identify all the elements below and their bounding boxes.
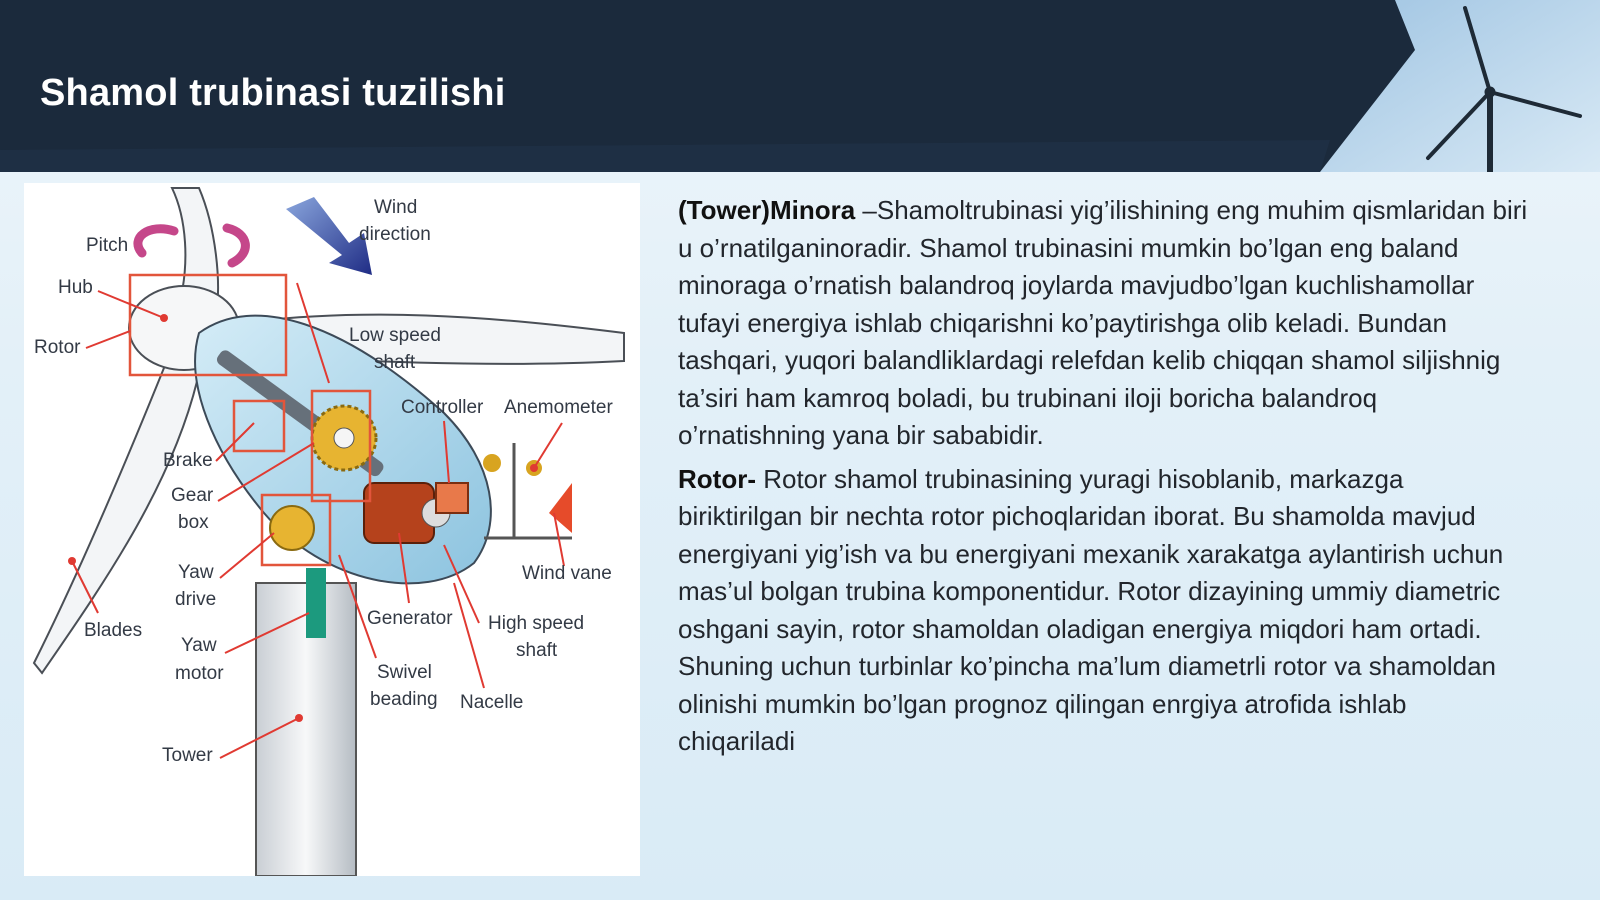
tower-paragraph: [678, 192, 1528, 455]
slide-title: Shamol trubinasi tuzilishi: [40, 72, 506, 114]
label-yaw-drive-1: Yaw: [178, 562, 214, 583]
label-nacelle: Nacelle: [460, 692, 524, 713]
label-yaw-motor-1: Yaw: [181, 635, 217, 656]
label-low-speed-shaft-1: Low speed: [349, 325, 441, 346]
rotor-paragraph: [678, 461, 1528, 761]
rotor-description: Rotor shamol trubinasining yuragi hisoblanib, markazga biriktirilgan bir nechta rotor pichoqlaridan iborat. Bu shamolda mavjud energiyani yig’ish va bu energiyani mexanik xarakatga aylantirish uchun mas’ul bolgan trubina komponentidur. Rotor dizayining ummiy diametric oshgani sayin, rotor shamoldan oladigan energiya miqdori ham ortadi. Shuning uchun turbinlar ko’pincha ma’lum diametrli rotor va shamoldan olinishi mumkin bo’lgan prognoz qilingan enrgiya atrofida ishlab chiqariladi: [678, 463, 1504, 756]
label-yaw-drive-2: drive: [175, 589, 217, 610]
label-wind-vane: Wind vane: [522, 563, 612, 584]
label-swivel-beading-1: Swivel: [377, 662, 432, 683]
label-gear-box-1: Gear: [171, 485, 214, 506]
turbine-illustration: [24, 183, 640, 876]
anemometer-shape: [483, 443, 572, 538]
wind-vane-shape: [549, 483, 572, 533]
tower-term: (Tower)Minora: [678, 195, 856, 225]
label-anemometer: Anemometer: [504, 397, 613, 418]
label-gear-box-2: box: [178, 512, 209, 533]
label-blades: Blades: [84, 620, 143, 641]
label-swivel-beading-2: beading: [370, 689, 438, 710]
label-hub: Hub: [58, 277, 93, 298]
label-high-speed-shaft-1: High speed: [488, 613, 585, 634]
gearbox-shape: [312, 406, 376, 470]
label-controller: Controller: [401, 397, 484, 418]
label-brake: Brake: [163, 450, 213, 471]
label-high-speed-shaft-2: shaft: [516, 640, 558, 661]
label-wind-direction-2: direction: [359, 224, 431, 245]
body-text: [678, 192, 1528, 767]
tower-description: –Shamoltrubinasi yig’ilishining eng muhim qismlaridan biri u o’rnatilganinoradir. Shamol trubinasini mumkin bo’lgan eng baland minoraga o’rnatish balandroq joylarda mavjudbo’lgan kuchlishamollar tufayi energiya ishlab chiqarishni ko’paytirishga olib keladi. Bundan tashqari, yuqori balandliklardagi relefdan kelib chiqqan shamol siljishnig ta’siri ham kamroq boladi, bu trubinani iloji boricha balandroq o’rnatishning yana bir sababidir.: [678, 195, 1528, 450]
label-pitch: Pitch: [86, 235, 129, 256]
label-wind-direction-1: Wind: [374, 197, 418, 218]
rotor-term: Rotor-: [678, 463, 756, 494]
controller-shape: [436, 483, 468, 513]
slide-header: [0, 0, 1600, 172]
label-rotor: Rotor: [34, 337, 81, 358]
label-yaw-motor-2: motor: [175, 663, 224, 684]
wind-turbine-diagram: [24, 183, 640, 876]
label-low-speed-shaft-2: shaft: [374, 352, 416, 373]
label-generator: Generator: [367, 608, 453, 629]
label-tower: Tower: [162, 745, 213, 766]
